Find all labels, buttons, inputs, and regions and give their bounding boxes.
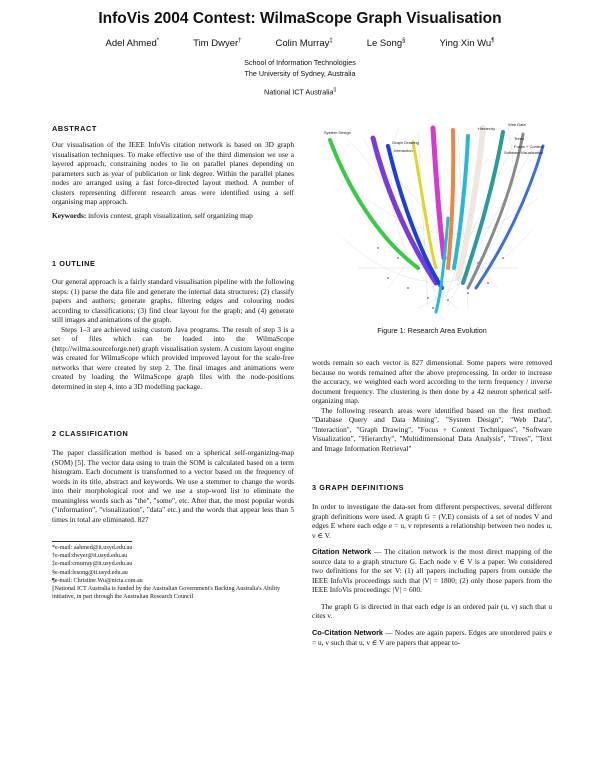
figure-label: System Design <box>324 130 351 135</box>
research-area-evolution-figure <box>318 118 554 318</box>
footnote: ¶e-mail: Christine.Wu@nicta.com.au <box>52 577 143 584</box>
figure-label: Web Data <box>508 122 526 127</box>
author-list <box>0 38 600 49</box>
figure-label: Hierarchy <box>478 126 496 131</box>
footnote: §e-mail:lesong@it.usyd.edu.au <box>52 569 128 576</box>
figure-label: Software Visualization <box>504 150 544 155</box>
section-graph-definitions-text: In order to investigate the data-set from different perspectives, several different graph definitions were used. A graph G = (V,E) consists of a set of nodes V and edges E where each edge e = u, v represents a relationship between two nodes u, v ∈ V. Citation Network — The citation network is the most direct mapping of the source data to a graph structure G. Each node v ∈ V is a paper. We considered two definitions for the set V: (1) all papers including papers from outside the IEEE InfoVis proceedings such that |V| = 1800; (2) only those papers from the IEEE InfoVis proceedings: |V| = 600. The graph G is directed in that each edge is an ordered pair (u, v) such that u cites v. Co-Citation Network — Nodes are again papers. Edges are unordered pairs e = u, v such that u, v ∈ V are papers that appear to- <box>312 502 552 647</box>
figure-label: Interaction <box>394 148 413 153</box>
paper-title: InfoVis 2004 Contest: WilmaScope Graph Visualisation <box>98 10 502 27</box>
footnote: †e-mail:dwyer@it.usyd.edu.au <box>52 553 128 560</box>
footnote: *e-mail: aahmed@it.usyd.edu.au <box>52 545 133 551</box>
affiliation-nicta: National ICT Australia|| <box>264 87 336 97</box>
section-graph-definitions-heading: 3 GRAPH DEFINITIONS <box>312 483 405 492</box>
footnotes <box>52 544 294 601</box>
author: Le Song§ <box>366 38 406 50</box>
section-outline-heading: 1 OUTLINE <box>52 259 96 268</box>
author: Adel Ahmed* <box>105 38 160 50</box>
footnote: ||National ICT Australia is funded by the Australian Government's Backing Australia's Ability initiative, in part through the Australian Research Council <box>52 586 281 601</box>
section-classification-text: The paper classification method is based on a spherical self-organizing-map (SOM) [5]. The vector data using to train the SOM is calculated based on a term histogram. Each document is transformed to a vector based on the frequency of words in its title, abstract and keywords. We use a stemmer to change the words into their morphological root and we use a stop-word list to eliminate the meaningless words such as "the", "some", etc. After that, the most popular words ("information", "visualization", "data" etc.) and the words that appear less than 5 times in total are eliminated. 827 <box>52 448 294 524</box>
abstract-heading: ABSTRACT <box>52 124 97 133</box>
figure-label: Focus + Context <box>514 144 544 149</box>
footnote-rule <box>52 541 132 542</box>
node-cloud <box>377 247 504 309</box>
section-classification-heading: 2 CLASSIFICATION <box>52 429 129 438</box>
figure-label: Graph Drawing <box>392 140 419 145</box>
author: Colin Murray‡ <box>275 38 333 50</box>
footnote: ‡e-mail:cmurray@it.usyd.edu.au <box>52 561 133 568</box>
abstract-text: Our visualisation of the IEEE InfoVis citation network is based on 3D graph visualisation techniques. To make effective use of the third dimension we use a layered approach, constraining nodes to lie on parallel planes depending on parameters such as year of publication or link degree. Within the parallel planes nodes are arranged using a fast force-directed layout method. A number of clusters representing different research areas were identified using a self organising map approach. Keywords: infovis contest, graph visualization, self organizing map <box>52 140 294 220</box>
figure-caption: Figure 1: Research Area Evolution <box>377 326 487 335</box>
figure-label: Trees <box>514 136 525 141</box>
author: Ying Xin Wu¶ <box>439 38 495 50</box>
affiliation: School of Information Technologies The University of Sydney, Australia <box>244 58 356 78</box>
section-outline-text: Our general approach is a fairly standard visualisation pipeline with the following steps: (1) parse the data file and generate the internal data structures; (2) classify papers and authors; generate graphs, filtering edges and colouring nodes according to classifications; (3) find clear layout for the graph; and (4) generate still images and animations of the graph. Steps 1–3 are achieved using custom Java programs. The result of step 3 is a set of files which can be loaded into the WilmaScope (http://wilma.sourceforge.net) graph visualisation system. A custom layout engine was created for WilmaScope which provided improved layout for the scale-free networks that were created by step 2. The final images and animations were created by loading the WilmaScope graph files with the node-positions determined in step 4, into a 3D modelling package. <box>52 277 294 392</box>
classification-continued-text: words remain so each vector is 827 dimensional. Some papers were removed because no words remained after the above preprocessing. In order to increase the accuracy, we weighted each word according to the term frequency / inverse document frequency. The clustering is then done by a 42 neuron spherical self-organizing map. The following research areas were identified based on the first method: "Database Query and Data Mining", "System Design", "Web Data", "Interaction", "Graph Drawing", "Focus + Context Techniques", "Software Visualization", "Hierarchy", "Multidimensional Data Analysis", "Trees", "Text and Image Information Retrieval" <box>312 358 552 453</box>
author: Tim Dwyer† <box>193 38 242 50</box>
